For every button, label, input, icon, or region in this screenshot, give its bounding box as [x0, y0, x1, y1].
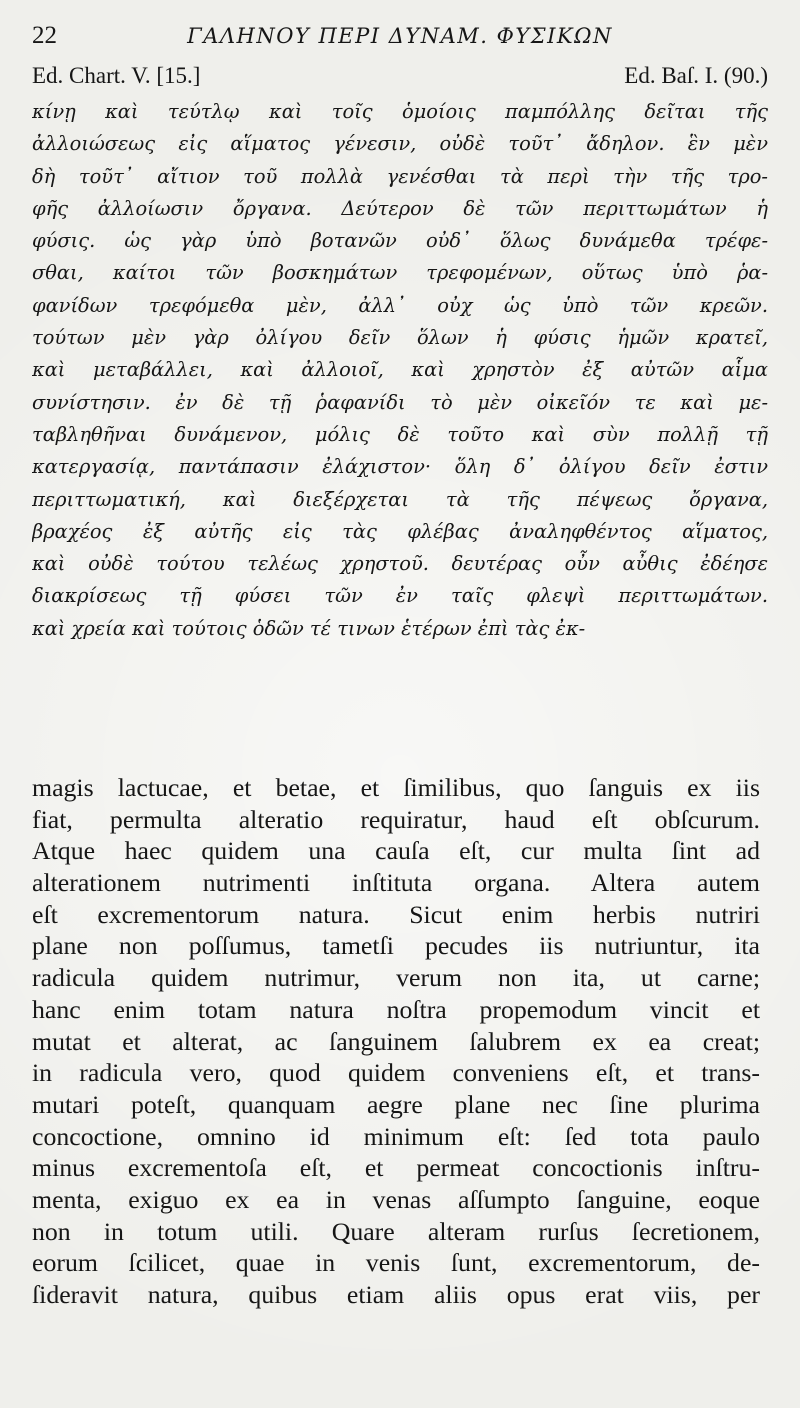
latin-line: in radicula vero, quod quidem conveniens eſt, et trans- — [32, 1058, 760, 1088]
latin-line: ſideravit natura, quibus etiam aliis opus erat viis, per — [32, 1280, 760, 1309]
greek-line: τούτων μὲν γὰρ ὀλίγου δεῖν ὅλων ἡ φύσις ἡμῶν κρατεῖ, — [32, 326, 768, 350]
latin-line: radicula quidem nutrimur, verum non ita, ut carne; — [32, 963, 760, 993]
latin-line: alterationem nutrimenti inſtituta organa. Altera autem — [32, 868, 760, 898]
greek-line: σθαι, καίτοι τῶν βοσκημάτων τρεφομένων, οὕτως ὑπὸ ῥα- — [32, 261, 768, 285]
page-header — [32, 22, 768, 60]
latin-line: Atque haec quidem una cauſa eſt, cur multa ſint ad — [32, 836, 760, 866]
latin-line: non in totum utili. Quare alteram rurſus ſecretionem, — [32, 1216, 760, 1246]
edition-reference-left: Ed. Chart. V. [15.] — [32, 63, 201, 88]
latin-line: eorum ſcilicet, quae in venis ſunt, excrementorum, de- — [32, 1248, 760, 1278]
greek-line: βραχέος ἐξ αὐτῆς εἰς τὰς φλέβας ἀναληφθέντος αἵματος, — [32, 519, 768, 543]
edition-reference-right: Ed. Baſ. I. (90.) — [624, 63, 768, 88]
greek-line: κατεργασίᾳ, παντάπασιν ἐλάχιστον· ὅλη δ᾽ ὀλίγου δεῖν ἐστιν — [32, 455, 768, 479]
latin-line: magis lactucae, et betae, et ſimilibus, quo ſanguis ex iis — [32, 773, 760, 802]
greek-line: ταβληθῆναι δυνάμενον, μόλις δὲ τοῦτο καὶ σὺν πολλῇ τῇ — [32, 422, 768, 446]
greek-text-block — [32, 96, 768, 645]
latin-line: mutat et alterat, ac ſanguinem ſalubrem ex ea creat; — [32, 1026, 760, 1056]
latin-text-block — [32, 772, 760, 1311]
running-title: ΓΑΛΗΝΟΥ ΠΕΡΙ ΔΥΝΑΜ. ΦΥΣΙΚΩΝ — [187, 24, 613, 48]
latin-line: eſt excrementorum natura. Sicut enim herbis nutriri — [32, 899, 760, 929]
greek-line: φύσις. ὡς γὰρ ὑπὸ βοτανῶν οὐδ᾽ ὅλως δυνάμεθα τρέφε- — [32, 229, 768, 253]
page-number: 22 — [32, 22, 57, 49]
greek-line: φανίδων τρεφόμεθα μὲν, ἀλλ᾽ οὐχ ὡς ὑπὸ τῶν κρεῶν. — [32, 293, 768, 317]
latin-line: plane non poſſumus, tametſi pecudes iis nutriuntur, ita — [32, 931, 760, 961]
greek-line: κίνῃ καὶ τεύτλῳ καὶ τοῖς ὁμοίοις παμπόλλης δεῖται τῆς — [32, 100, 768, 123]
edition-references — [32, 60, 768, 92]
greek-line: συνίστησιν. ἐν δὲ τῇ ῥαφανίδι τὸ μὲν οἰκεῖόν τε καὶ με- — [32, 390, 768, 414]
greek-line: διακρίσεως τῇ φύσει τῶν ἐν ταῖς φλεψὶ περιττωμάτων. — [32, 584, 768, 608]
latin-line: mutari poteſt, quanquam aegre plane nec ſine plurima — [32, 1089, 760, 1119]
greek-line: περιττωματική, καὶ διεξέρχεται τὰ τῆς πέψεως ὄργανα, — [32, 487, 768, 511]
greek-line: καὶ οὐδὲ τούτου τελέως χρηστοῦ. δευτέρας οὖν αὖθις ἐδέησε — [32, 552, 768, 576]
latin-line: concoctione, omnino id minimum eſt: ſed tota paulo — [32, 1121, 760, 1151]
greek-line: φῆς ἀλλοίωσιν ὄργανα. Δεύτερον δὲ τῶν περιττωμάτων ἡ — [32, 196, 768, 220]
greek-line: καὶ χρεία καὶ τούτοις ὁδῶν τέ τινων ἑτέρων ἐπὶ τὰς ἐκ- — [32, 616, 586, 640]
latin-line: menta, exiguo ex ea in venas aſſumpto ſanguine, eoque — [32, 1184, 760, 1214]
greek-line: δὴ τοῦτ᾽ αἴτιον τοῦ πολλὰ γενέσθαι τὰ περὶ τὴν τῆς τρο- — [32, 164, 768, 188]
latin-line: hanc enim totam natura noſtra propemodum vincit et — [32, 994, 760, 1024]
latin-line: fiat, permulta alteratio requiratur, haud eſt obſcurum. — [32, 804, 760, 834]
latin-line: minus excrementoſa eſt, et permeat concoctionis inſtru- — [32, 1153, 760, 1183]
greek-line: ἀλλοιώσεως εἰς αἵματος γένεσιν, οὐδὲ τοῦτ᾽ ἄδηλον. ἓν μὲν — [32, 132, 768, 156]
greek-line: καὶ μεταβάλλει, καὶ ἀλλοιοῖ, καὶ χρηστὸν ἐξ αὐτῶν αἷμα — [32, 358, 768, 382]
